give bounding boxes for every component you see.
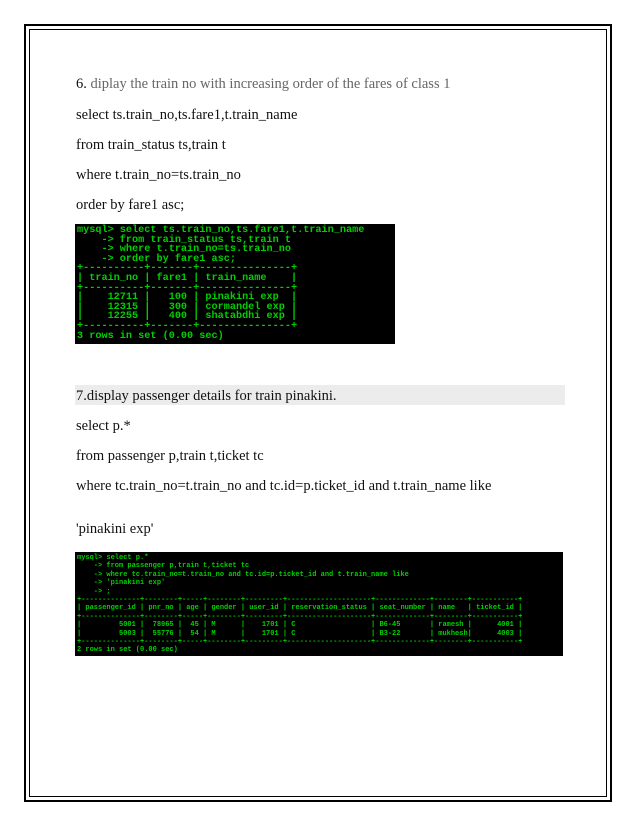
terminal-7-output: mysql> select p.* -> from passenger p,train t,ticket tc -> where tc.train_no=t.train_no and tc.id=p.ticket_id and t.train_name like -> 'pinakini exp' -> ; +--------------+--------+-----+--------+---------+--------------------+-------------+--------+-----------+ | passenger_id | pnr_no | age | gender | user_id | reservation_status | seat_number | name | ticket_id | +--------------+--------+-----+--------+---------+--------------------+-------------+--------+-----------+ | 5001 | 78965 | 45 | M | 1701 | C | B6-45 | ramesh | 4001 | | 5003 | 55776 | 54 | M | 1701 | C | B3-22 | mukhesh| 4003 | +--------------+--------+-----+--------+---------+--------------------+-------------+--------+-----------+ 2 rows in set (0.00 sec) (77, 554, 523, 655)
query-7-line-3: where tc.train_no=t.train_no and tc.id=p.ticket_id and t.train_name like (76, 478, 492, 494)
query-6-line-2: from train_status ts,train t (76, 137, 226, 153)
query-6-line-1: select ts.train_no,ts.fare1,t.train_name (76, 107, 298, 123)
terminal-6-output: mysql> select ts.train_no,ts.fare1,t.train_name -> from train_status ts,train t -> where t.train_no=ts.train_no -> order by fare1 asc; +----------+-------+---------------+ | train_no | fare1 | train_name | +----------+-------+---------------+ | 12711 | 100 | pinakini exp | | 12315 | 300 | cormandel exp | | 12255 | 400 | shatabdhi exp | +----------+-------+---------------+ 3 rows in set (0.00 sec) (77, 225, 365, 342)
terminal-screenshot-6 (75, 224, 395, 344)
section-6-heading (76, 75, 450, 93)
section-7-heading: 7.display passenger details for train pinakini. (76, 388, 337, 404)
terminal-screenshot-7 (75, 552, 563, 656)
query-6-line-4: order by fare1 asc; (76, 197, 185, 213)
query-7-line-4: 'pinakini exp' (76, 521, 154, 537)
query-7-line-1: select p.* (76, 418, 131, 434)
section-6-heading-text: diplay the train no with increasing order of the fares of class 1 (86, 76, 451, 92)
section-6-number: 6. (76, 76, 87, 92)
query-6-line-3: where t.train_no=ts.train_no (76, 167, 241, 183)
query-7-line-2: from passenger p,train t,ticket tc (76, 448, 264, 464)
